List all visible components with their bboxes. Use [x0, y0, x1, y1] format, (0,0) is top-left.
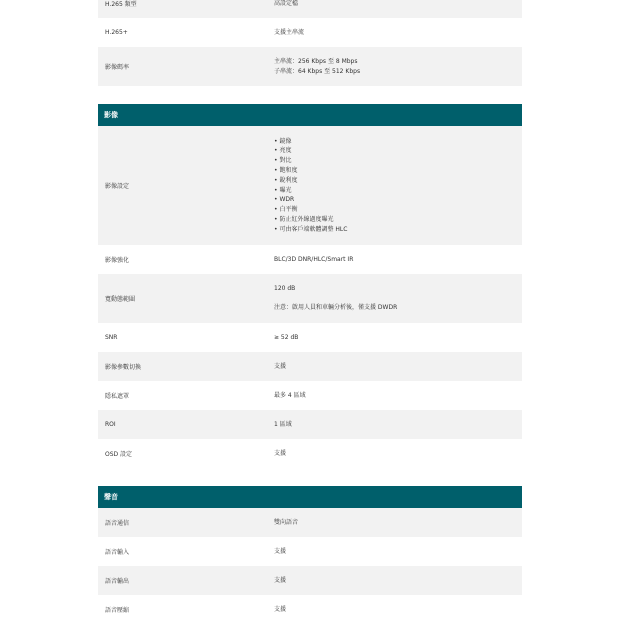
value-line: 主串流：256 Kbps 至 8 Mbps — [274, 57, 358, 65]
section-header-audio: 聲音 — [98, 486, 522, 508]
row-label: 影像設定 — [105, 183, 130, 190]
list-item: • 鏡像 — [274, 137, 522, 147]
row-value — [274, 137, 522, 235]
row-label: 語音輸入 — [105, 549, 130, 556]
list-item: • WDR — [274, 195, 522, 205]
row-label: ROI — [105, 421, 116, 428]
value-line: 子串流：64 Kbps 至 512 Kbps — [274, 67, 361, 75]
spec-row — [98, 245, 522, 274]
row-label: 寬動態範圍 — [105, 296, 136, 303]
row-label: 語音通信 — [105, 520, 130, 527]
spec-row — [98, 410, 522, 439]
spec-row — [98, 18, 522, 47]
row-value: 支援 — [274, 547, 287, 555]
row-label: 語音壓縮 — [105, 607, 130, 614]
row-label: 影像碼率 — [105, 64, 130, 71]
list-item: • 白平衡 — [274, 205, 522, 215]
spec-row — [98, 323, 522, 352]
list-item: • 曝光 — [274, 186, 522, 196]
row-label: 影像強化 — [105, 257, 130, 264]
spec-row — [98, 439, 522, 468]
section-header-image: 影像 — [98, 104, 522, 126]
spec-table-image — [98, 104, 522, 468]
row-value: 雙向語音 — [274, 518, 299, 526]
row-value: 1 區域 — [274, 420, 292, 428]
row-label: H.265+ — [105, 29, 128, 36]
row-value: 支援 — [274, 362, 287, 370]
row-label: 影像參數切換 — [105, 364, 142, 371]
row-value: 支援主串流 — [274, 28, 305, 36]
list-item: • 亮度 — [274, 146, 522, 156]
value-note: 注意：啟用人員和車輛分析後，僅支援 DWDR — [274, 304, 398, 311]
list-item: • 銳利度 — [274, 176, 522, 186]
spec-row — [98, 381, 522, 410]
row-value: 高設定檔 — [274, 0, 299, 7]
row-value: 支援 — [274, 449, 287, 457]
list-item: • 防止紅外線過度曝光 — [274, 215, 522, 225]
spec-row — [98, 274, 522, 323]
row-value: 最多 4 區域 — [274, 391, 306, 399]
spec-row — [98, 126, 522, 245]
spec-row — [98, 47, 522, 86]
row-value: BLC/3D DNR/HLC/Smart IR — [274, 255, 354, 263]
spec-row — [98, 537, 522, 566]
spec-table-audio — [98, 486, 522, 624]
list-item: • 對比 — [274, 156, 522, 166]
row-value — [274, 57, 522, 77]
spec-row — [98, 508, 522, 537]
row-label: SNR — [105, 334, 118, 341]
row-label: H.265 類型 — [105, 1, 137, 8]
list-item: • 飽和度 — [274, 166, 522, 176]
row-label: 隱私遮罩 — [105, 393, 130, 400]
spec-row — [98, 566, 522, 595]
list-item: • 可由客戶端軟體調整 HLC — [274, 225, 522, 235]
row-value: 支援 — [274, 576, 287, 584]
value-line: 120 dB — [274, 285, 296, 293]
row-value: 支援 — [274, 605, 287, 613]
row-label: OSD 設定 — [105, 451, 133, 458]
row-value — [274, 284, 522, 313]
spec-row — [98, 352, 522, 381]
spec-row — [98, 0, 522, 18]
row-label: 語音輸出 — [105, 578, 130, 585]
row-value: ≥ 52 dB — [274, 333, 299, 341]
settings-list — [274, 137, 522, 235]
spec-table-top — [98, 0, 522, 86]
